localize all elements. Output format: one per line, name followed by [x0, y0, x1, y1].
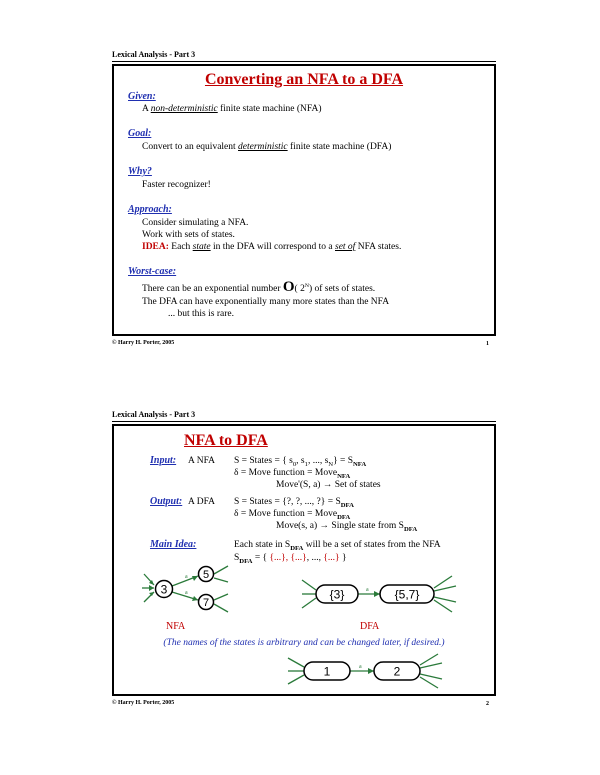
input-l1c: , ..., s — [307, 456, 329, 466]
goal-text — [142, 141, 391, 153]
main-l1a: Each state in S — [234, 540, 291, 550]
main-l1b: will be a set of states from the NFA — [303, 540, 441, 550]
dfa-out-4 — [434, 600, 452, 612]
output-single-line — [276, 520, 417, 536]
input-moveprime-line: Move'(S, a) → Set of states — [276, 480, 381, 490]
output-kind: A DFA — [188, 497, 216, 507]
input-l1b: , s — [296, 456, 305, 466]
dfa-state-57-label: {5,7} — [394, 587, 420, 602]
dfa-state-3-label: {3} — [329, 587, 345, 602]
renamed-in-edge-3 — [288, 675, 304, 684]
idea-post: NFA states. — [355, 242, 402, 252]
page2-header: Lexical Analysis - Part 3 — [112, 410, 196, 419]
input-l2a: δ = Move function = Move — [234, 468, 338, 478]
nfa-edge-label-2: a — [185, 590, 188, 596]
nfa-caption: NFA — [166, 621, 186, 632]
page2-slide — [112, 424, 496, 696]
input-sub-0: 0 — [292, 460, 297, 468]
main-l2b: = { — [252, 553, 270, 563]
output-l2a: δ = Move function = Move — [234, 509, 338, 519]
renamed-out-1 — [420, 654, 438, 665]
big-o-symbol: O — [282, 279, 295, 296]
main-l1-sub: DFA — [290, 544, 304, 552]
approach-heading: Approach: — [128, 204, 172, 215]
page1-header: Lexical Analysis - Part 3 — [112, 50, 196, 59]
dfa-edge-label: a — [366, 587, 369, 593]
page2-footer: © Harry H. Porter, 2005 — [112, 700, 175, 706]
given-em: non-deterministic — [150, 104, 218, 114]
page1-footer: © Harry H. Porter, 2005 — [112, 340, 175, 346]
page1-slide — [112, 64, 496, 336]
idea-em-setof: set of — [335, 242, 356, 252]
given-text — [142, 103, 322, 115]
output-l3a: Move(s, a) → Single state from S — [276, 521, 404, 531]
input-heading: Input: — [150, 455, 177, 466]
main-l2c: {...}, {...} — [269, 553, 307, 563]
worst-line-2: The DFA can have exponentially many more states than the NFA — [142, 297, 390, 307]
goal-em: deterministic — [238, 142, 288, 152]
dfa-in-edge-1 — [302, 580, 316, 590]
renamed-arrowhead — [368, 668, 374, 674]
output-heading: Output: — [150, 496, 183, 507]
renamed-in-edge-1 — [288, 658, 304, 667]
approach-line-1: Consider simulating a NFA. — [142, 218, 249, 228]
main-idea-heading: Main Idea: — [150, 539, 197, 550]
idea-label: IDEA: — [142, 242, 169, 252]
worst-line1-post: of sets of states. — [312, 284, 376, 295]
page1-title: Converting an NFA to a DFA — [204, 71, 404, 88]
dfa-diagram — [300, 574, 460, 616]
why-heading: Why? — [128, 166, 152, 177]
main-l2d: , ..., — [306, 553, 324, 563]
idea-mid: in the DFA will correspond to a — [210, 242, 335, 252]
given-pre: A — [142, 104, 151, 114]
renamed-out-3 — [420, 674, 442, 679]
worst-line-3: ... but this is rare. — [168, 309, 234, 319]
page1-header-rule — [112, 61, 496, 62]
worst-sup: N — [304, 283, 309, 289]
nfa-state-5-label: 5 — [202, 569, 210, 581]
main-l2e: {...} — [323, 553, 340, 563]
dfa-caption: DFA — [360, 621, 380, 632]
renamed-dfa-diagram — [286, 652, 446, 692]
nfa-edge-label-1: a — [185, 574, 188, 580]
nfa-arrowhead — [149, 585, 154, 591]
nfa-state-7-label: 7 — [202, 597, 210, 609]
output-l1a: S = States = {?, ?, ..., ?} = S — [234, 497, 341, 507]
renamed-out-2 — [420, 663, 442, 668]
goal-post: finite state machine (DFA) — [287, 142, 392, 152]
why-text: Faster recognizer! — [142, 180, 211, 190]
dfa-in-edge-3 — [302, 598, 316, 608]
dfa-arrowhead — [374, 591, 380, 597]
output-l3-sub: DFA — [403, 525, 418, 533]
main-l2f: } — [339, 553, 347, 563]
naming-note: (The names of the states is arbitrary and can be changed later, if desired.) — [163, 638, 445, 648]
renamed-edge-label: a — [359, 664, 362, 670]
input-kind: A NFA — [188, 456, 216, 466]
main-l2-sub: DFA — [239, 557, 253, 565]
page2-title: NFA to DFA — [184, 432, 268, 449]
worst-case-heading: Worst-case: — [128, 266, 177, 277]
page2-number: 2 — [486, 701, 489, 707]
nfa-diagram — [140, 564, 230, 618]
page1-number: 1 — [486, 341, 489, 347]
worst-line1-pre: There can be an exponential number — [142, 284, 283, 295]
input-l1d: } = S — [333, 456, 354, 466]
dfa-out-1 — [434, 576, 452, 588]
nfa-out-7b — [214, 604, 228, 612]
worst-paren-close: ) — [308, 284, 313, 295]
idea-em-state: state — [192, 242, 211, 252]
nfa-out-7a — [214, 594, 228, 600]
page2-header-rule — [112, 421, 496, 422]
worst-line-1 — [142, 278, 375, 297]
idea-line — [142, 241, 401, 253]
worst-paren-open: ( 2 — [294, 284, 305, 295]
given-heading: Given: — [128, 91, 156, 102]
renamed-state-1-label: 1 — [323, 664, 331, 679]
input-sub-n: N — [328, 460, 334, 468]
output-l1-sub: DFA — [340, 501, 354, 509]
goal-pre: Convert to an equivalent — [142, 142, 239, 152]
nfa-out-5a — [214, 566, 228, 574]
input-sub-nfa: NFA — [353, 460, 367, 468]
approach-line-2: Work with sets of states. — [142, 230, 235, 240]
idea-pre: Each — [168, 242, 193, 252]
input-sub-1: 1 — [304, 460, 308, 468]
dfa-out-3 — [434, 597, 456, 602]
main-idea-line-2 — [234, 552, 347, 568]
output-l2-sub: DFA — [337, 513, 351, 521]
renamed-state-2-label: 2 — [393, 664, 401, 679]
given-post: finite state machine (NFA) — [217, 104, 322, 114]
input-l1a: S = States = { s — [234, 456, 293, 466]
nfa-out-5b — [214, 578, 228, 582]
goal-heading: Goal: — [128, 128, 152, 139]
main-l2a: S — [234, 553, 240, 563]
input-l2-sub: NFA — [337, 472, 351, 480]
renamed-out-4 — [420, 677, 438, 688]
nfa-state-3-label: 3 — [160, 582, 168, 597]
dfa-out-2 — [434, 586, 456, 591]
